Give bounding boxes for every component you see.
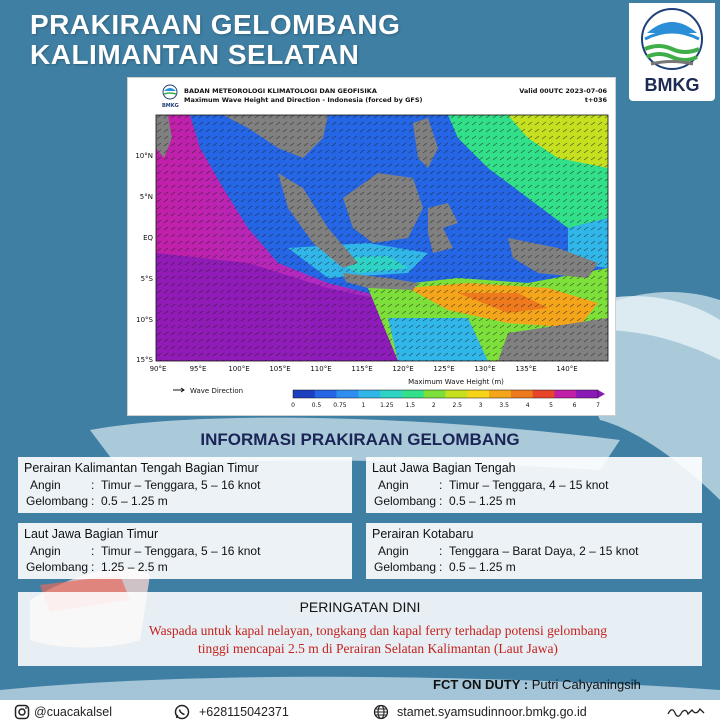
gelombang-value: 1.25 – 2.5 m bbox=[101, 560, 168, 574]
colon: : bbox=[91, 544, 95, 558]
colorbar bbox=[293, 390, 605, 398]
lat-label: 15°S bbox=[136, 356, 153, 364]
warning-text-line-2: tinggi mencapai 2.5 m di Perairan Selatan Kalimantan (Laut Jawa) bbox=[198, 641, 558, 656]
wave-direction-label: Wave Direction bbox=[190, 387, 244, 395]
fct-label: FCT ON DUTY : bbox=[433, 677, 529, 692]
colorbar-segment bbox=[554, 390, 576, 398]
warning-text bbox=[58, 622, 698, 658]
whatsapp-number[interactable]: +628115042371 bbox=[199, 705, 289, 719]
info-title: INFORMASI PRAKIRAAN GELOMBANG bbox=[200, 430, 520, 449]
colon: : bbox=[91, 494, 95, 508]
colon: : bbox=[91, 560, 95, 574]
colorbar-segment bbox=[315, 390, 337, 398]
lon-label: 140°E bbox=[556, 365, 578, 373]
colorbar-title: Maximum Wave Height (m) bbox=[408, 378, 504, 386]
warning-text-line-1: Waspada untuk kapal nelayan, tongkang dan kapal ferry terhadap potensi gelombang bbox=[148, 623, 608, 638]
gelombang-label: Gelombang bbox=[374, 560, 437, 574]
lon-label: 125°E bbox=[433, 365, 455, 373]
colon: : bbox=[439, 544, 443, 558]
angin-label: Angin bbox=[30, 544, 61, 558]
colorbar-segment bbox=[293, 390, 315, 398]
colorbar-segment bbox=[380, 390, 402, 398]
bmkg-logo-text: BMKG bbox=[644, 75, 700, 95]
colorbar-segment bbox=[424, 390, 446, 398]
forecaster-on-duty bbox=[433, 677, 641, 692]
forecast-card bbox=[366, 523, 702, 579]
colorbar-segment bbox=[533, 390, 555, 398]
lat-label: 5°S bbox=[140, 275, 153, 283]
map-forecast-step: t+036 bbox=[584, 96, 607, 104]
lat-label: 10°N bbox=[135, 152, 153, 160]
colorbar-segment bbox=[467, 390, 489, 398]
angin-label: Angin bbox=[378, 544, 409, 558]
lat-label: 10°S bbox=[136, 316, 153, 324]
wave-map-panel bbox=[127, 77, 616, 416]
lon-label: 120°E bbox=[392, 365, 414, 373]
colorbar-tick-label: 1.25 bbox=[380, 402, 394, 409]
card-title: Perairan Kotabaru bbox=[372, 527, 474, 541]
colorbar-ticks bbox=[291, 402, 600, 409]
colorbar-segment bbox=[489, 390, 511, 398]
colon: : bbox=[91, 478, 95, 492]
lon-label: 90°E bbox=[149, 365, 167, 373]
signature-icon bbox=[666, 704, 706, 720]
colorbar-tick-label: 1 bbox=[361, 402, 366, 409]
forecast-card bbox=[18, 523, 352, 579]
title-line-1: PRAKIRAAN GELOMBANG bbox=[30, 9, 401, 40]
bmkg-emblem-icon bbox=[629, 3, 715, 75]
whatsapp-icon bbox=[174, 704, 190, 720]
colorbar-segment bbox=[358, 390, 380, 398]
colorbar-segment bbox=[402, 390, 424, 398]
colorbar-tick-label: 4 bbox=[525, 402, 530, 409]
colorbar-segment bbox=[576, 390, 598, 398]
colorbar-segment bbox=[337, 390, 359, 398]
colorbar-tick-label: 7 bbox=[596, 402, 600, 409]
small-bmkg-logo-icon bbox=[163, 85, 177, 99]
forecast-card bbox=[18, 457, 352, 513]
map-valid-time: Valid 00UTC 2023-07-06 bbox=[519, 87, 607, 95]
colon: : bbox=[439, 478, 443, 492]
website-link[interactable]: stamet.syamsudinnoor.bmkg.go.id bbox=[397, 705, 587, 719]
colorbar-tick-label: 3 bbox=[478, 402, 483, 409]
angin-value: Timur – Tenggara, 5 – 16 knot bbox=[101, 544, 261, 558]
lon-label: 95°E bbox=[189, 365, 207, 373]
lon-label: 135°E bbox=[515, 365, 537, 373]
wave-map bbox=[128, 78, 615, 415]
angin-label: Angin bbox=[30, 478, 61, 492]
lon-label: 110°E bbox=[310, 365, 332, 373]
gelombang-value: 0.5 – 1.25 m bbox=[449, 560, 516, 574]
lon-label: 100°E bbox=[228, 365, 250, 373]
wave-direction-legend bbox=[173, 387, 243, 395]
instagram-handle[interactable]: @cuacakalsel bbox=[34, 705, 113, 719]
gelombang-label: Gelombang bbox=[26, 494, 89, 508]
gelombang-label: Gelombang bbox=[374, 494, 437, 508]
page-title bbox=[30, 10, 400, 70]
footer bbox=[0, 700, 720, 726]
card-title: Perairan Kalimantan Tengah Bagian Timur bbox=[24, 461, 259, 475]
card-title: Laut Jawa Bagian Timur bbox=[24, 527, 159, 541]
map-agency: BADAN METEOROLOGI KLIMATOLOGI DAN GEOFISIKA bbox=[184, 87, 377, 95]
angin-value: Tenggara – Barat Daya, 2 – 15 knot bbox=[449, 544, 639, 558]
small-logo-text: BMKG bbox=[162, 103, 179, 109]
map-product: Maximum Wave Height and Direction - Indonesia (forced by GFS) bbox=[184, 96, 423, 104]
card-title: Laut Jawa Bagian Tengah bbox=[372, 461, 516, 475]
colorbar-tick-label: 5 bbox=[549, 402, 553, 409]
colorbar-tick-label: 0.5 bbox=[311, 402, 322, 409]
angin-value: Timur – Tenggara, 4 – 15 knot bbox=[449, 478, 609, 492]
lat-label: 5°N bbox=[139, 193, 153, 201]
title-line-2: KALIMANTAN SELATAN bbox=[30, 39, 360, 70]
colorbar-tick-label: 6 bbox=[572, 402, 577, 409]
colorbar-tick-label: 1.5 bbox=[405, 402, 416, 409]
lon-label: 130°E bbox=[474, 365, 496, 373]
angin-value: Timur – Tenggara, 5 – 16 knot bbox=[101, 478, 261, 492]
lat-label: EQ bbox=[143, 234, 153, 242]
lon-label: 105°E bbox=[269, 365, 291, 373]
colorbar-tick-label: 2.5 bbox=[452, 402, 463, 409]
colorbar-segment bbox=[446, 390, 468, 398]
colon: : bbox=[439, 560, 443, 574]
globe-icon bbox=[373, 704, 389, 720]
colorbar-tick-label: 2 bbox=[431, 402, 436, 409]
bmkg-logo bbox=[629, 3, 715, 101]
warning-title: PERINGATAN DINI bbox=[299, 599, 421, 615]
colorbar-tick-label: 3.5 bbox=[499, 402, 509, 409]
gelombang-value: 0.5 – 1.25 m bbox=[101, 494, 168, 508]
forecast-card bbox=[366, 457, 702, 513]
instagram-icon bbox=[14, 704, 30, 720]
angin-label: Angin bbox=[378, 478, 409, 492]
colorbar-tick-label: 0.75 bbox=[333, 402, 347, 409]
lon-label: 115°E bbox=[351, 365, 373, 373]
colon: : bbox=[439, 494, 443, 508]
colorbar-tick-label: 0 bbox=[291, 402, 295, 409]
fct-name: Putri Cahyaningsih bbox=[531, 677, 641, 692]
gelombang-label: Gelombang bbox=[26, 560, 89, 574]
early-warning-box bbox=[18, 592, 702, 666]
gelombang-value: 0.5 – 1.25 m bbox=[449, 494, 516, 508]
colorbar-segment bbox=[511, 390, 533, 398]
colorbar-extension bbox=[598, 390, 605, 398]
